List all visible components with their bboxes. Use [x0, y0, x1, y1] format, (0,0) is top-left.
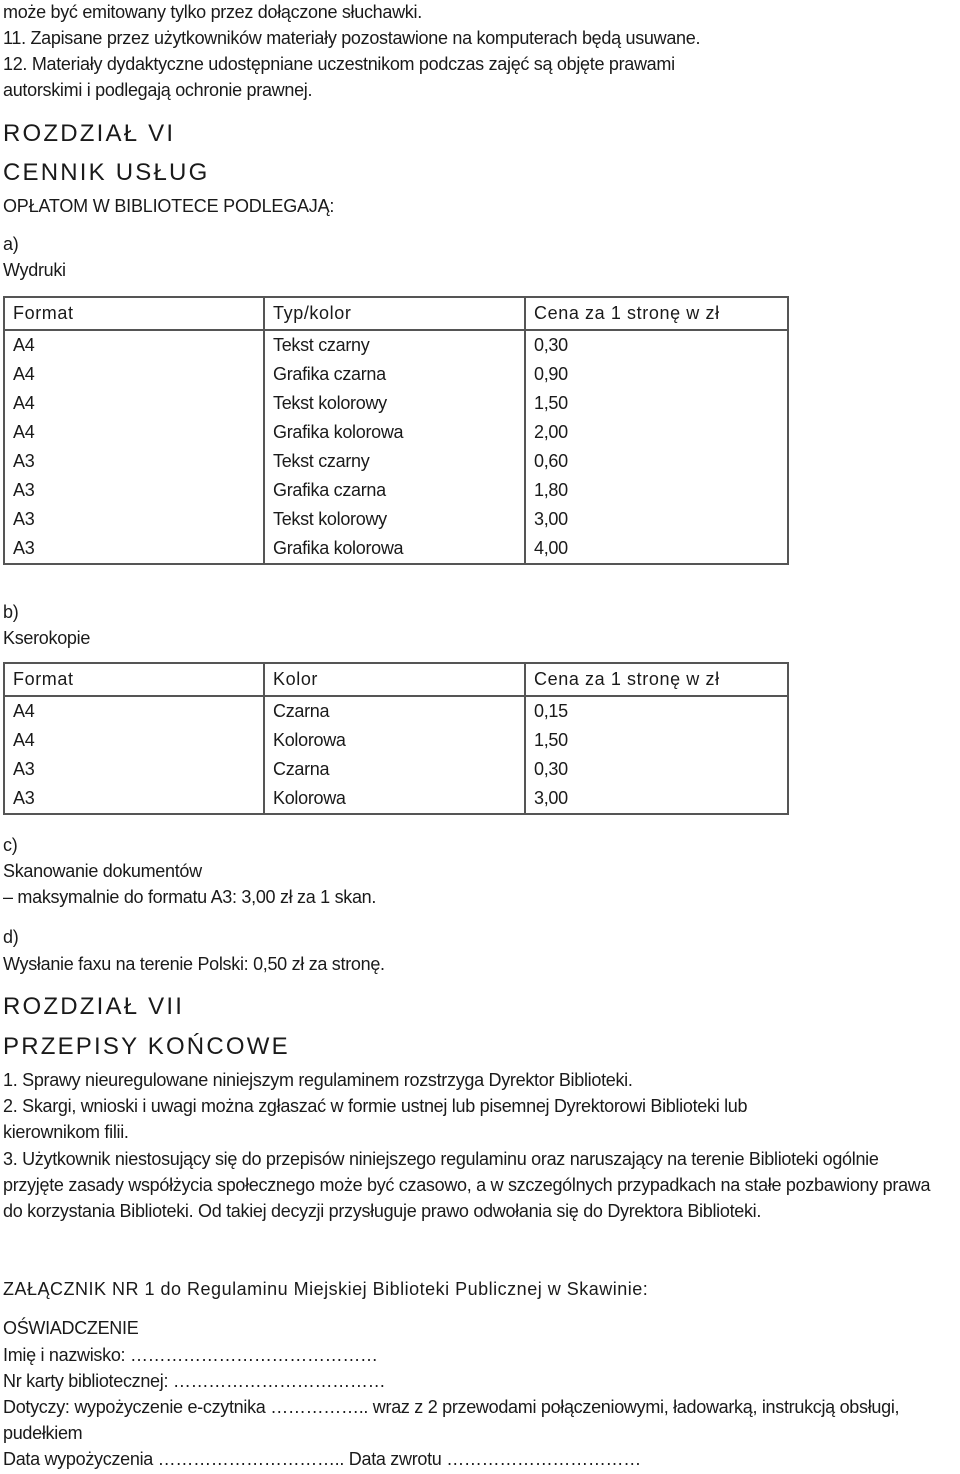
- price-cell: 3,00: [525, 505, 788, 534]
- table-header-row: [4, 297, 788, 330]
- chapter-6-title: ROZDZIAŁ VI: [3, 120, 176, 147]
- type-cell: Tekst kolorowy: [264, 505, 525, 534]
- prints-price-table: [3, 296, 789, 565]
- concerns-line-continued: pudełkiem: [3, 1423, 83, 1443]
- column-header: Format: [4, 663, 264, 696]
- price-cell: 3,00: [525, 784, 788, 814]
- type-cell: Tekst czarny: [264, 447, 525, 476]
- format-cell: A4: [4, 418, 264, 447]
- table-row: [4, 784, 788, 814]
- item-a-label: a): [3, 234, 19, 254]
- intro-line: 11. Zapisane przez użytkowników materiały pozostawione na komputerach będą usuwane.: [3, 28, 701, 48]
- final-provision-line: kierownikom filii.: [3, 1122, 129, 1142]
- table-row: [4, 360, 788, 389]
- type-cell: Grafika kolorowa: [264, 418, 525, 447]
- type-cell: Grafika kolorowa: [264, 534, 525, 564]
- copies-table-body: [4, 696, 788, 814]
- item-d-label: d): [3, 927, 19, 947]
- format-cell: A4: [4, 696, 264, 726]
- format-cell: A3: [4, 447, 264, 476]
- item-c-label: c): [3, 835, 18, 855]
- type-cell: Grafika czarna: [264, 476, 525, 505]
- column-header: Typ/kolor: [264, 297, 525, 330]
- column-header: Cena za 1 stronę w zł: [525, 663, 788, 696]
- final-provision-line: 3. Użytkownik niestosujący się do przepisów niniejszego regulaminu oraz naruszający na terenie Biblioteki ogólnie: [3, 1149, 879, 1169]
- column-header: Format: [4, 297, 264, 330]
- type-cell: Czarna: [264, 696, 525, 726]
- price-cell: 1,50: [525, 389, 788, 418]
- table-header-row: [4, 663, 788, 696]
- concerns-line: Dotyczy: wypożyczenie e-czytnika …………….. wraz z 2 przewodami połączeniowymi, ładowarką, instrukcją obsługi,: [3, 1397, 900, 1417]
- annex-title: ZAŁĄCZNIK NR 1 do Regulaminu Miejskiej Biblioteki Publicznej w Skawinie:: [3, 1279, 649, 1299]
- type-cell: Kolorowa: [264, 784, 525, 814]
- column-header: Cena za 1 stronę w zł: [525, 297, 788, 330]
- price-cell: 0,60: [525, 447, 788, 476]
- chapter-6-subtitle: CENNIK USŁUG: [3, 159, 210, 186]
- item-d-text: Wysłanie faxu na terenie Polski: 0,50 zł za stronę.: [3, 954, 385, 974]
- fees-heading: OPŁATOM W BIBLIOTECE PODLEGAJĄ:: [3, 196, 335, 216]
- intro-line: może być emitowany tylko przez dołączone słuchawki.: [3, 2, 422, 22]
- type-cell: Czarna: [264, 755, 525, 784]
- name-field-line: Imię i nazwisko: ……………………………………: [3, 1345, 378, 1365]
- copies-price-table: [3, 662, 789, 815]
- price-cell: 1,80: [525, 476, 788, 505]
- prints-table-body: [4, 330, 788, 564]
- type-cell: Kolorowa: [264, 726, 525, 755]
- format-cell: A4: [4, 389, 264, 418]
- format-cell: A4: [4, 726, 264, 755]
- declaration-heading: OŚWIADCZENIE: [3, 1318, 139, 1338]
- table-row: [4, 447, 788, 476]
- item-a-title: Wydruki: [3, 260, 66, 280]
- table-row: [4, 389, 788, 418]
- price-cell: 2,00: [525, 418, 788, 447]
- item-b-title: Kserokopie: [3, 628, 91, 648]
- final-provision-line: do korzystania Biblioteki. Od takiej decyzji przysługuje prawo odwołania się do Dyrektora Biblioteki.: [3, 1201, 762, 1221]
- format-cell: A3: [4, 755, 264, 784]
- format-cell: A3: [4, 476, 264, 505]
- type-cell: Grafika czarna: [264, 360, 525, 389]
- table-row: [4, 726, 788, 755]
- table-row: [4, 696, 788, 726]
- type-cell: Tekst kolorowy: [264, 389, 525, 418]
- price-cell: 0,30: [525, 330, 788, 360]
- price-cell: 1,50: [525, 726, 788, 755]
- table-row: [4, 330, 788, 360]
- table-row: [4, 755, 788, 784]
- library-card-field-line: Nr karty bibliotecznej: ………………………………: [3, 1371, 386, 1391]
- format-cell: A4: [4, 330, 264, 360]
- final-provision-line: 1. Sprawy nieuregulowane niniejszym regulaminem rozstrzyga Dyrektor Biblioteki.: [3, 1070, 633, 1090]
- item-b-label: b): [3, 602, 19, 622]
- table-row: [4, 534, 788, 564]
- chapter-7-subtitle: PRZEPISY KOŃCOWE: [3, 1033, 290, 1060]
- column-header: Kolor: [264, 663, 525, 696]
- format-cell: A4: [4, 360, 264, 389]
- chapter-7-title: ROZDZIAŁ VII: [3, 993, 185, 1020]
- type-cell: Tekst czarny: [264, 330, 525, 360]
- dates-field-line: Data wypożyczenia ………………………….. Data zwrotu ……………………………: [3, 1449, 641, 1469]
- table-row: [4, 418, 788, 447]
- intro-line: 12. Materiały dydaktyczne udostępniane uczestnikom podczas zajęć są objęte prawami: [3, 54, 675, 74]
- price-cell: 0,15: [525, 696, 788, 726]
- format-cell: A3: [4, 534, 264, 564]
- price-cell: 0,90: [525, 360, 788, 389]
- price-cell: 4,00: [525, 534, 788, 564]
- intro-line: autorskimi i podlegają ochronie prawnej.: [3, 80, 313, 100]
- final-provision-line: przyjęte zasady współżycia społecznego może być czasowo, a w szczególnych przypadkach na stałe pozbawiony prawa: [3, 1175, 931, 1195]
- item-c-detail: – maksymalnie do formatu A3: 3,00 zł za 1 skan.: [3, 887, 377, 907]
- format-cell: A3: [4, 784, 264, 814]
- final-provision-line: 2. Skargi, wnioski i uwagi można zgłaszać w formie ustnej lub pisemnej Dyrektorowi Biblioteki lub: [3, 1096, 748, 1116]
- item-c-title: Skanowanie dokumentów: [3, 861, 202, 881]
- format-cell: A3: [4, 505, 264, 534]
- price-cell: 0,30: [525, 755, 788, 784]
- table-row: [4, 476, 788, 505]
- table-row: [4, 505, 788, 534]
